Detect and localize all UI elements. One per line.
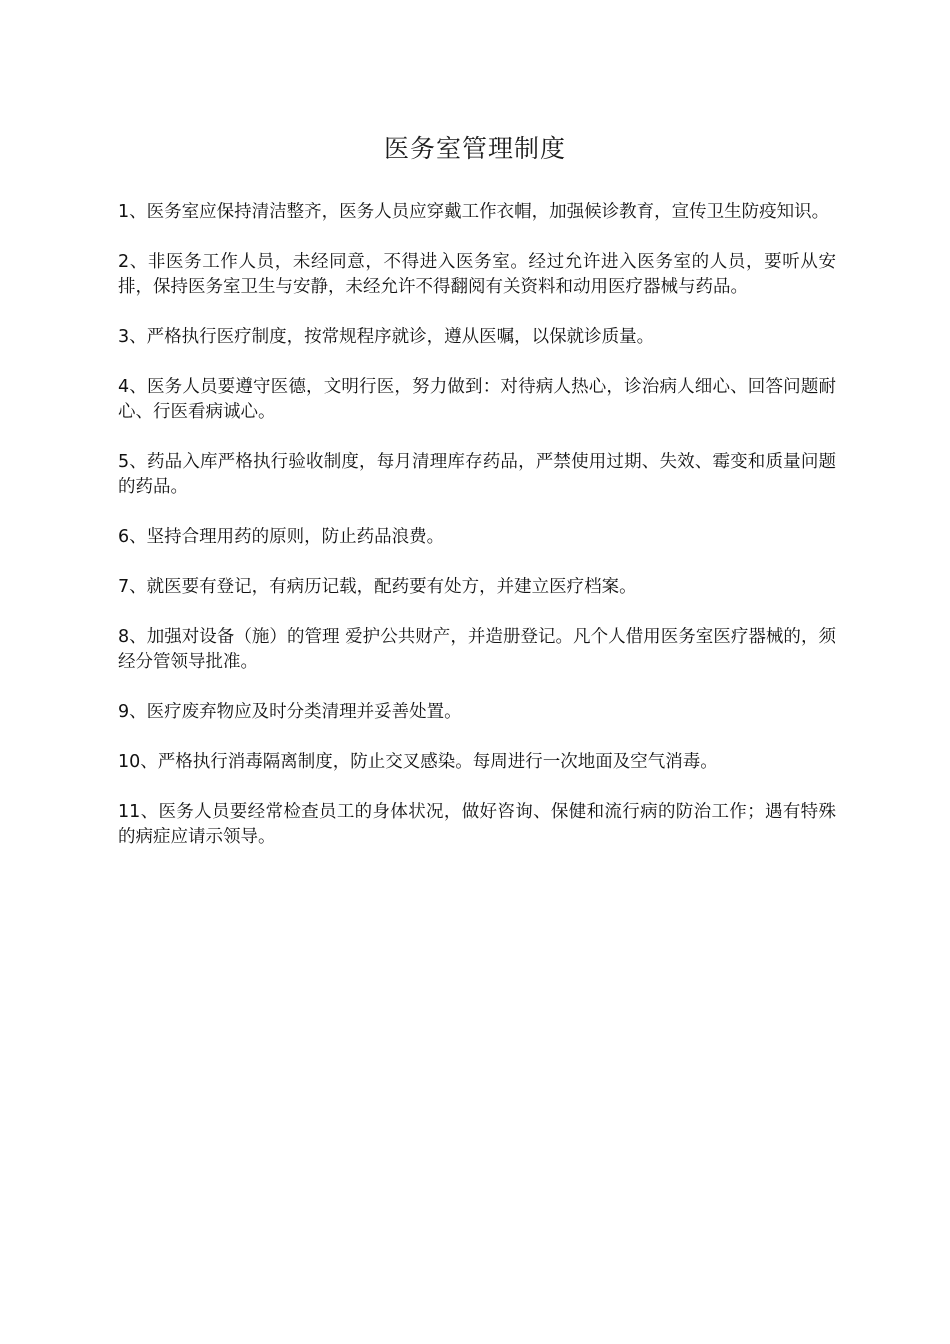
page-title: 医务室管理制度 [383,134,566,163]
clause-11: 11、医务人员要经常检查员工的身体状况，做好咨询、保健和流行病的防治工作；遇有特殊的病症应请示领导。 [118,802,836,847]
clause-2: 2、非医务工作人员，未经同意，不得进入医务室。经过允许进入医务室的人员，要听从安排，保持医务室卫生与安静，未经允许不得翻阅有关资料和动用医疗器械与药品。 [118,252,836,297]
clause-8: 8、加强对设备（施）的管理 爱护公共财产，并造册登记。凡个人借用医务室医疗器械的，须经分管领导批准。 [118,627,836,672]
clause-5: 5、药品入库严格执行验收制度，每月清理库存药品，严禁使用过期、失效、霉变和质量问题的药品。 [118,452,836,497]
clause-4: 4、医务人员要遵守医德，文明行医，努力做到：对待病人热心，诊治病人细心、回答问题耐心、行医看病诚心。 [118,377,836,422]
clause-9: 9、医疗废弃物应及时分类清理并妥善处置。 [118,702,462,722]
clause-list [118,200,836,875]
clause-1: 1、医务室应保持清洁整齐，医务人员应穿戴工作衣帽，加强候诊教育，宣传卫生防疫知识。 [118,202,830,222]
clause-7: 7、就医要有登记，有病历记载，配药要有处方，并建立医疗档案。 [118,577,637,597]
clause-10: 10、严格执行消毒隔离制度，防止交叉感染。每周进行一次地面及空气消毒。 [118,752,718,772]
clause-6: 6、坚持合理用药的原则，防止药品浪费。 [118,527,445,547]
clause-3: 3、严格执行医疗制度，按常规程序就诊，遵从医嘱，以保就诊质量。 [118,327,655,347]
